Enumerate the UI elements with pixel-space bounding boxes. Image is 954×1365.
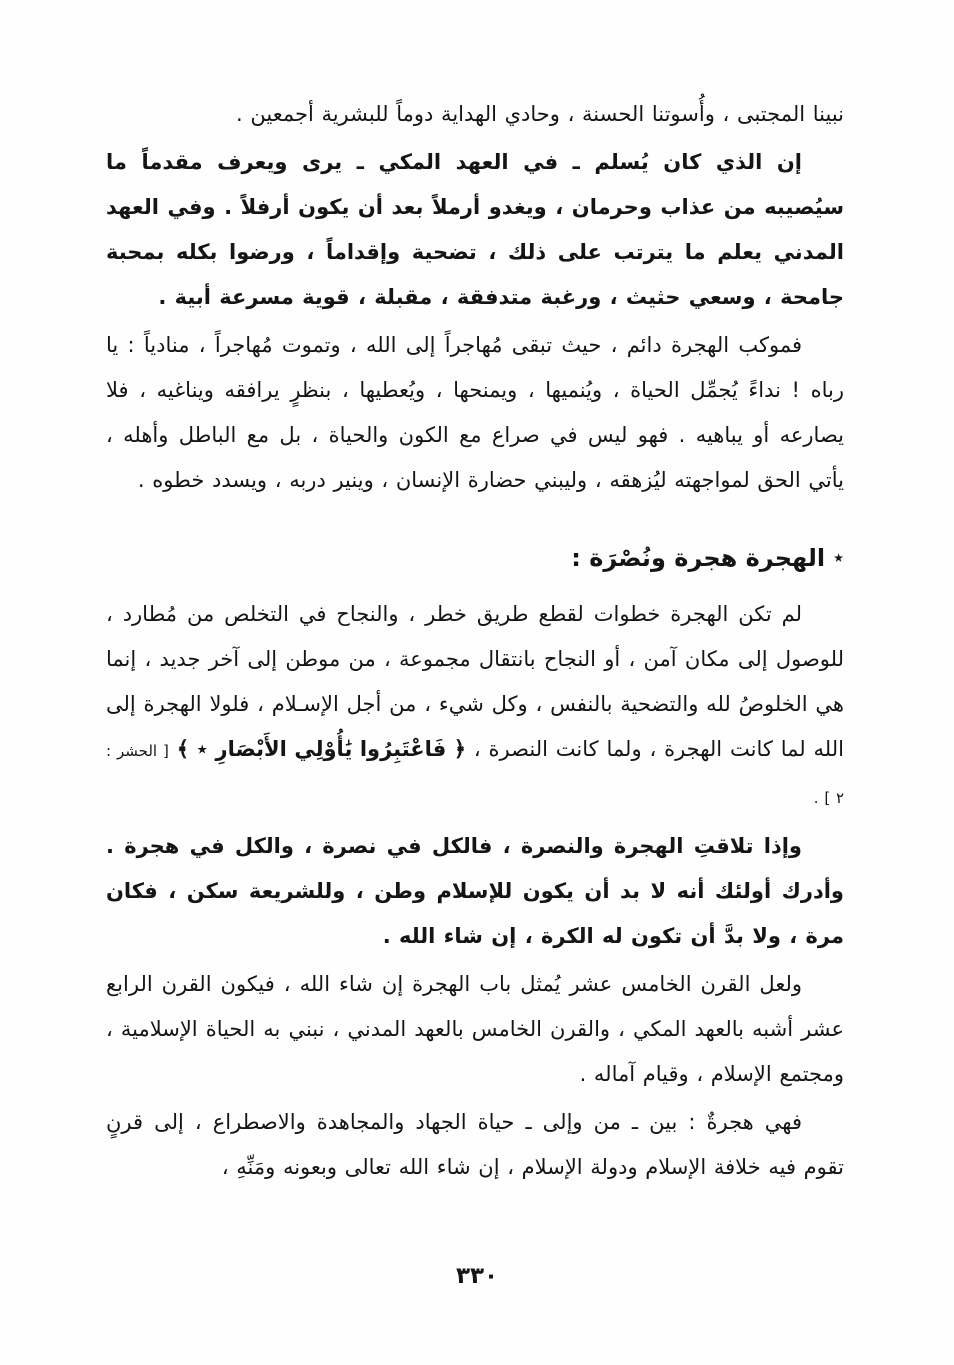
paragraph-continuation: نبينا المجتبى ، وأُسوتنا الحسنة ، وحادي الهداية دوماً للبشرية أجمعين . <box>236 102 844 126</box>
page-number: ٣٣٠ <box>455 1263 499 1289</box>
paragraph-text: لم تكن الهجرة خطوات لقطع طريق خطر ، والنجاح في التخلص من مُطارد ، للوصول إلى مكان آمن ، أو النجاح بانتقال مجموعة ، من موطن إلى آخر جديد ، إنما هي الخلوصُ لله والتضحية بالنفس ، وكل شيء ، من أجل الإسـلام ، فلولا الهجرة إلى الله لما كانت الهجرة ، ولما كانت النصرة ، <box>106 602 844 761</box>
paragraph: إن الذي كان يُسلم ـ في العهد المكي ـ يرى ويعرف مقدماً ما سيُصيبه من عذاب وحرمان ، ويغدو أرملاً بعد أن يكون أرفلاً . وفي العهد المدني يعلم ما يترتب على ذلك ، تضحية وإقداماً ، ورضوا بكله بمحبة جامحة ، وسعي حثيث ، ورغبة متدفقة ، مقبلة ، قوية مسرعة أبية . <box>106 150 844 309</box>
paragraph: وإذا تلاقتِ الهجرة والنصرة ، فالكل في نصرة ، والكل في هجرة . وأدرك أولئك أنه لا بد أن يكون للإسلام وطن ، وللشريعة سكن ، فكان مرة ، ولا بدَّ أن تكون له الكرة ، إن شاء الله . <box>106 834 844 948</box>
quran-verse: ﴿ فَاعْتَبِرُوا يَٰأُوْلِي الأَبْصَارِ ٭ ﴾ <box>176 737 467 761</box>
paragraph-with-verse <box>106 592 844 821</box>
paragraph: ولعل القرن الخامس عشر يُمثل باب الهجرة إن شاء الله ، فيكون القرن الرابع عشر أشبه بالعهد المكي ، والقرن الخامس بالعهد المدني ، نبني به الحياة الإسلامية ، ومجتمع الإسلام ، وقيام آماله . <box>106 972 844 1086</box>
paragraph: فهي هجرةٌ : بين ـ من وإلى ـ حياة الجهاد والمجاهدة والاصطراع ، إلى قرنٍ تقوم فيه خلافة الإسلام ودولة الإسلام ، إن شاء الله تعالى وبعونه ومَنِّهِ ، <box>106 1110 844 1179</box>
section-heading-text: الهجرة هجرة ونُصْرَة : <box>571 544 826 572</box>
paragraph: فموكب الهجرة دائم ، حيث تبقى مُهاجراً إلى الله ، وتموت مُهاجراً ، منادياً : يا رباه ! نداءً يُجمِّل الحياة ، ويُنميها ، ويمنحها ، ويُعطيها ، بنظرٍ يرافقه ويناغيه ، فلا يصارعه أو يباهيه . فهو ليس في صراع مع الكون والحياة ، بل مع الباطل وأهله ، يأتي الحق لمواجهته ليُزهقه ، وليبني حضارة الإنسان ، وينير دربه ، ويسدد خطوه . <box>106 333 844 492</box>
text-column <box>106 92 844 1193</box>
verse-reference: [ الحشر : ٢ ] . <box>106 742 844 807</box>
section-heading <box>106 537 844 578</box>
asterisk-marker-icon: ٭ <box>833 545 844 569</box>
